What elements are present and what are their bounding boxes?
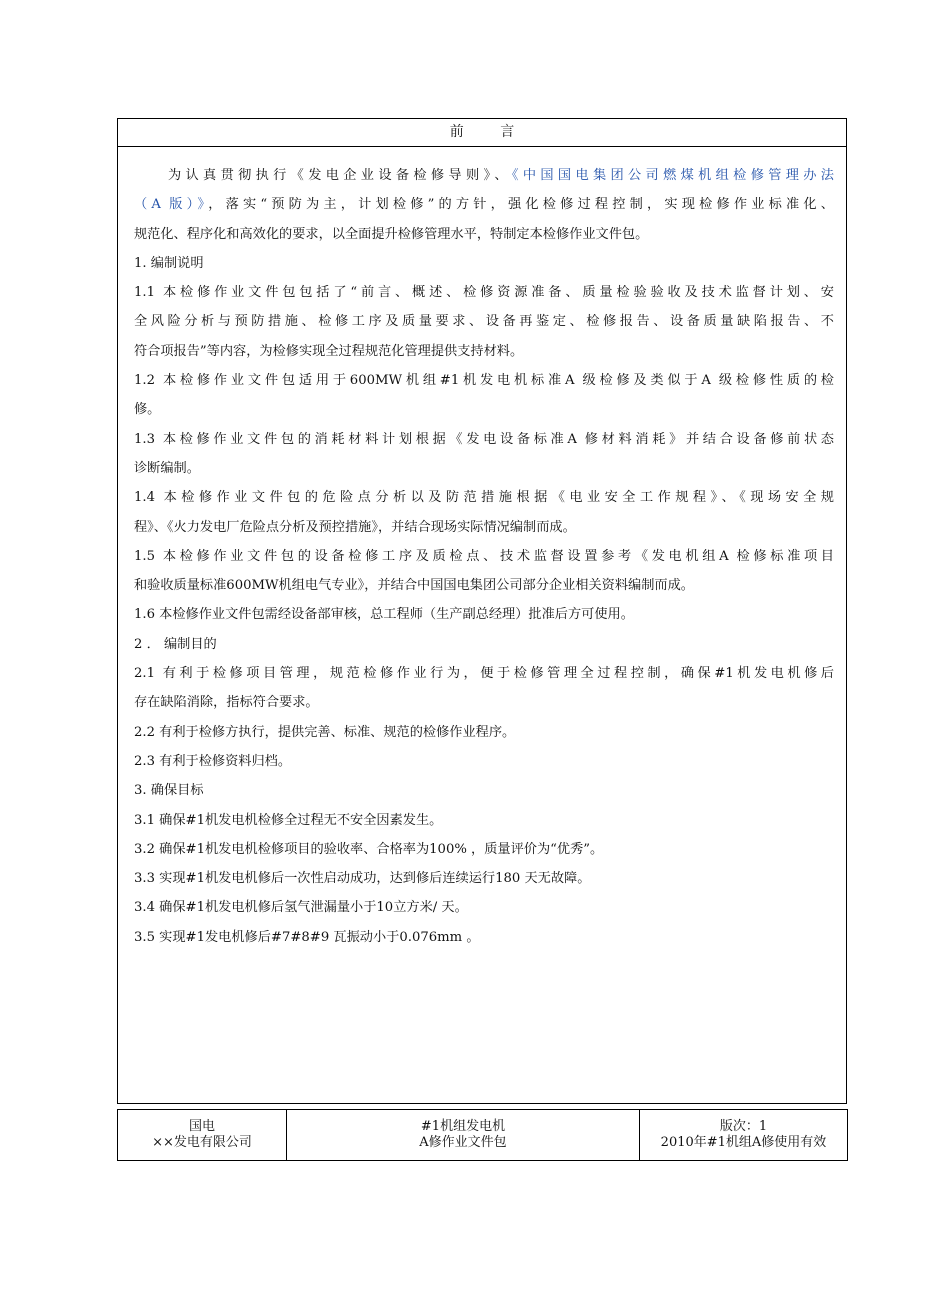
text-segment: 1. 编制说明: [134, 255, 204, 271]
text-segment: 3.4 确保#1机发电机修后氢气泄漏量小于10立方米/ 天。: [134, 900, 468, 916]
text-segment: 1.3 本检修作业文件包的消耗材料计划根据《发电设备标准A 修材料消耗》并结合设备修前状态: [134, 431, 834, 447]
text-line: [134, 923, 834, 952]
document-frame: [117, 118, 847, 1104]
text-line: [134, 337, 834, 366]
text-line: [134, 395, 834, 424]
text-segment: 2.2 有利于检修方执行，提供完善、标准、规范的检修作业程序。: [134, 724, 516, 740]
text-line: [134, 161, 834, 190]
text-segment: 3.2 确保#1机发电机检修项目的验收率、合格率为100% ，质量评价为“优秀”。: [134, 841, 604, 857]
text-segment: 和验收质量标准600MW机组电气专业》，并结合中国国电集团公司部分企业相关资料编制而成。: [134, 578, 694, 594]
text-segment: （A 版）》: [134, 197, 209, 213]
text-segment: 符合项报告”等内容，为检修实现全过程规范化管理提供支持材料。: [134, 343, 524, 359]
text-line: [134, 454, 834, 483]
text-line: [134, 718, 834, 747]
footer-company-line2: ××发电有限公司: [152, 1135, 252, 1150]
text-segment: 1.1 本检修作业文件包包括了“前言、概述、检修资源准备、质量检验验收及技术监督计划、安: [134, 285, 834, 301]
footer-document: [286, 1110, 639, 1160]
text-segment: 3.1 确保#1机发电机检修全过程无不安全因素发生。: [134, 812, 443, 828]
text-segment: 3.5 实现#1发电机修后#7#8#9 瓦振动小于0.076mm 。: [134, 929, 480, 945]
text-line: [134, 864, 834, 893]
text-segment: 诊断编制。: [134, 460, 200, 476]
text-line: [134, 893, 834, 922]
text-segment: 3.3 实现#1机发电机修后一次性启动成功，达到修后连续运行180 天无故障。: [134, 871, 591, 887]
footer-version-line1: 版次：1: [719, 1119, 768, 1134]
text-segment: 2.3 有利于检修资料归档。: [134, 753, 292, 769]
text-segment: 2 ． 编制目的: [134, 636, 217, 652]
text-line: [134, 776, 834, 805]
text-line: [134, 220, 834, 249]
text-line: [134, 659, 834, 688]
text-segment: 1.5 本检修作业文件包的设备检修工序及质检点、技术监督设置参考《发电机组A 检修标准项目: [134, 548, 834, 564]
text-segment: 1.4 本检修作业文件包的危险点分析以及防范措施根据《电业安全工作规程》、《现场安全规: [134, 490, 834, 506]
text-line: [134, 571, 834, 600]
text-line: [134, 688, 834, 717]
text-line: [134, 425, 834, 454]
text-segment: 存在缺陷消除，指标符合要求。: [134, 695, 319, 711]
footer-doc-line1: #1机组发电机: [420, 1119, 506, 1134]
footer-version-line2: 2010年#1机组A修使用有效: [660, 1135, 827, 1150]
footer-version: [639, 1110, 847, 1160]
text-segment: 为认真贯彻执行《发电企业设备检修导则》、: [168, 168, 512, 183]
text-segment: 规范化、程序化和高效化的要求，以全面提升检修管理水平，特制定本检修作业文件包。: [134, 226, 649, 242]
page-title: 前 言: [118, 119, 846, 147]
text-line: [134, 307, 834, 336]
footer-table: [117, 1109, 848, 1161]
text-line: [134, 249, 834, 278]
text-segment: 2.1 有利于检修项目管理，规范检修作业行为，便于检修管理全过程控制，确保#1机发电机修后: [134, 666, 834, 682]
text-line: [134, 600, 834, 629]
text-line: [134, 366, 834, 395]
text-segment: 修。: [134, 402, 161, 418]
text-line: [134, 513, 834, 542]
text-segment: ，落实“预防为主，计划检修”的方针，强化检修过程控制，实现检修作业标准化、: [208, 197, 834, 213]
text-segment: 程》、《火力发电厂危险点分析及预控措施》，并结合现场实际情况编制而成。: [134, 519, 576, 535]
text-line: [134, 835, 834, 864]
text-line: [134, 747, 834, 776]
text-segment: 1.6 本检修作业文件包需经设备部审核，总工程师（生产副总经理）批准后方可使用。: [134, 607, 634, 623]
text-line: [134, 190, 834, 219]
text-segment: 《中国国电集团公司燃煤机组检修管理办法: [511, 168, 834, 183]
footer-doc-line2: A修作业文件包: [419, 1135, 507, 1150]
footer-company: [118, 1110, 286, 1160]
text-line: [134, 806, 834, 835]
text-segment: 3. 确保目标: [134, 783, 204, 799]
text-line: [134, 542, 834, 571]
text-line: [134, 630, 834, 659]
footer-company-line1: 国电: [188, 1119, 215, 1134]
document-body: [118, 147, 846, 952]
text-segment: 全风险分析与预防措施、检修工序及质量要求、设备再鉴定、检修报告、设备质量缺陷报告、不: [134, 314, 834, 330]
text-line: [134, 278, 834, 307]
text-line: [134, 483, 834, 512]
text-segment: 1.2 本检修作业文件包适用于600MW机组#1机发电机标准A 级检修及类似于A 级检修性质的检: [134, 373, 834, 389]
